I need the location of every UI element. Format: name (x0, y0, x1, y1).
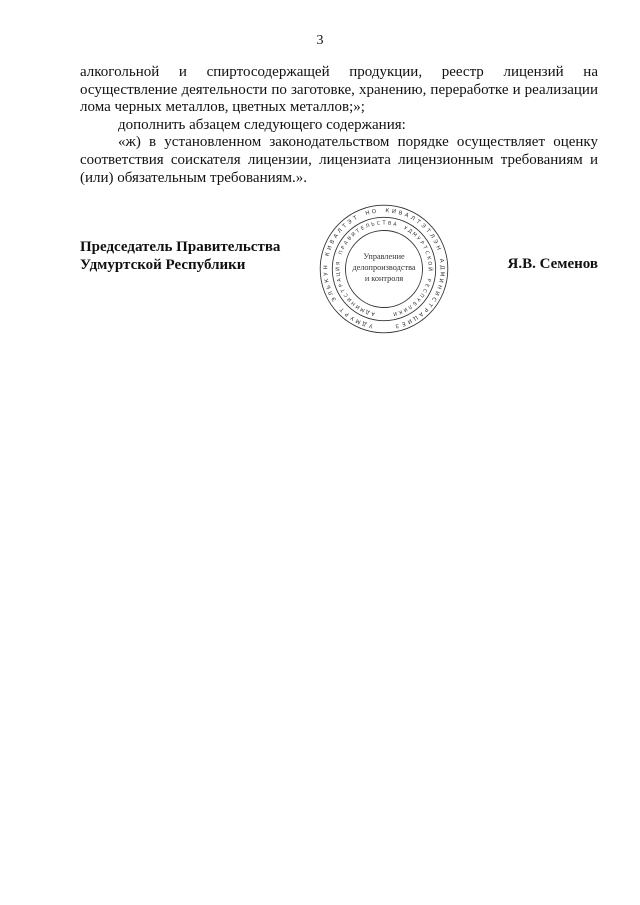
paragraph: «ж) в установленном законодательством порядке осуществляет оценку соответствия соискателя лицензии, лицензиата лицензионным требованиям и (или) обязательным требованиям.». (80, 134, 598, 186)
seal-ring-glyph: С (420, 287, 428, 294)
seal-ring-glyph: С (429, 295, 438, 303)
seal-ring-glyph: А (332, 233, 340, 240)
seal-ring-glyph: Я (335, 261, 342, 266)
seal-ring-glyph: Н (434, 245, 442, 252)
seal-ring-glyph: И (350, 231, 358, 239)
seal-ring-glyph: С (423, 250, 431, 256)
seal-ring-glyph: Р (425, 277, 432, 283)
seal-ring-glyph: К (385, 208, 390, 215)
seal-ring-glyph: М (410, 231, 418, 239)
seal-ring-glyph: Т (421, 245, 428, 251)
seal-ring-glyph: Э (431, 238, 439, 246)
seal-ring-glyph: А (343, 239, 350, 247)
seal-ring-glyph: Э (419, 222, 427, 230)
seal-ring-glyph: Т (426, 301, 434, 308)
seal-ring-glyph: И (406, 317, 413, 325)
seal-ring-glyph: Д (438, 265, 445, 270)
seal-ring-glyph: Т (352, 215, 359, 223)
seal-ring-glyph: У (323, 272, 330, 276)
signatory-name: Я.В. Семенов (507, 256, 598, 272)
seal-ring-glyph: У (414, 235, 422, 242)
seal-ring-glyph: Е (360, 225, 366, 232)
seal-ring-glyph: А (437, 258, 445, 264)
seal-ring-glyph: В (397, 210, 403, 218)
seal-ring-glyph: Т (424, 227, 432, 235)
seal-ring-glyph: С (342, 291, 350, 299)
signatory-title (80, 238, 280, 274)
official-seal (318, 203, 450, 335)
seal-ring-glyph: Т (340, 287, 347, 293)
seal-ring-glyph: Т (355, 228, 362, 235)
seal-ring-glyph: Л (409, 215, 416, 223)
seal-ring-glyph: Н (350, 299, 358, 307)
seal-ring-glyph: Д (361, 319, 368, 327)
signatory-title-line: Удмуртской Республики (80, 257, 246, 273)
seal-ring-glyph: Н (435, 283, 443, 290)
seal-ring-glyph: И (391, 208, 397, 216)
seal-ring-glyph: Т (339, 305, 346, 313)
seal-ring-glyph: Д (406, 227, 414, 236)
seal-ring-glyph: П (418, 291, 426, 299)
seal-ring-glyph: И (326, 245, 334, 252)
seal-ring-glyph: М (359, 305, 367, 314)
seal-ring-glyph: О (426, 261, 433, 266)
seal-ring-glyph: А (403, 212, 410, 220)
seal-ring-glyph: Ь (370, 221, 376, 228)
seal-center-text: Управление (363, 252, 405, 262)
seal-center-text: и контроля (364, 274, 404, 284)
seal-ring-glyph: К (324, 251, 332, 257)
paragraph: алкогольной и спиртосодержащей продукции, реестр лицензий на осуществление деятельности по заготовке, хранению, переработке и реализации лома черных металлов, цветных металлов;»; (80, 64, 598, 116)
seal-ring-glyph: Э (330, 295, 339, 303)
seal-ring-glyph: В (346, 235, 354, 242)
seal-ring-glyph: Р (337, 282, 345, 288)
seal-ring-glyph: Р (344, 310, 351, 318)
seal-ring-glyph: Н (323, 265, 330, 270)
seal-ring-glyph: Е (400, 319, 407, 327)
seal-ring-glyph: Ц (411, 313, 419, 322)
seal-ring-glyph: Е (423, 282, 431, 288)
seal-ring-glyph: Т (414, 218, 422, 226)
seal-ring-glyph: К (324, 277, 331, 283)
seal-center-text: делопроизводства (352, 263, 416, 273)
signatory-title-line: Председатель Правительства (80, 239, 281, 255)
seal-ring-glyph: К (424, 255, 432, 261)
seal-ring-glyph: А (417, 310, 424, 318)
seal-ring-glyph: Ь (325, 284, 333, 290)
seal-ring-glyph: П (337, 250, 345, 256)
paragraph: дополнить абзацем следующего содержания: (118, 116, 406, 133)
seal-ring-glyph: А (336, 277, 343, 283)
page-number: 3 (316, 33, 324, 48)
seal-ring-glyph: В (387, 220, 392, 227)
seal-ring-glyph: Л (336, 227, 344, 235)
seal-ring-glyph: У (414, 296, 422, 303)
seal-ring-glyph: У (402, 225, 408, 232)
seal-ring-glyph: И (437, 277, 444, 284)
seal-ring-glyph: И (354, 303, 362, 311)
seal-ring-glyph: М (355, 317, 362, 325)
seal-ring-glyph: И (402, 305, 409, 313)
seal-ring-glyph: О (371, 208, 377, 216)
seal-ring-glyph: А (370, 310, 376, 317)
seal-ring-glyph: Т (382, 220, 386, 227)
seal-ring-glyph: З (394, 321, 400, 329)
seal-ring-glyph: Л (428, 233, 436, 240)
seal-ring-glyph: И (432, 289, 441, 297)
seal-ring-glyph: Л (365, 222, 371, 230)
seal-ring-glyph: А (392, 221, 398, 228)
seal-ring-glyph: Р (422, 305, 429, 313)
seal-ring-glyph: М (438, 271, 445, 277)
seal-ring-glyph: Ц (335, 272, 342, 277)
seal-ring-glyph: Р (418, 240, 425, 247)
seal-ring-glyph: И (392, 309, 398, 317)
seal-ring-glyph: С (376, 220, 381, 227)
seal-ring-glyph: К (397, 308, 403, 316)
seal-ring-glyph: Э (346, 218, 354, 226)
seal-ring-glyph: И (346, 295, 354, 303)
seal-ring-glyph: Д (364, 308, 371, 316)
seal-ring-glyph: Т (341, 223, 349, 230)
seal-ring-glyph: У (368, 321, 374, 329)
seal-ring-glyph: Й (426, 267, 433, 271)
seal-ring-glyph: Л (406, 303, 414, 311)
seal-ring-glyph: В (329, 238, 337, 246)
document-body (80, 64, 598, 187)
seal-ring-glyph: Л (327, 289, 336, 297)
seal-ring-glyph: У (349, 314, 356, 322)
seal-ring-glyph: Р (340, 245, 347, 251)
seal-ring-glyph: Б (411, 299, 418, 307)
seal-ring-glyph: И (335, 267, 342, 271)
seal-ring-glyph: Н (364, 210, 371, 218)
